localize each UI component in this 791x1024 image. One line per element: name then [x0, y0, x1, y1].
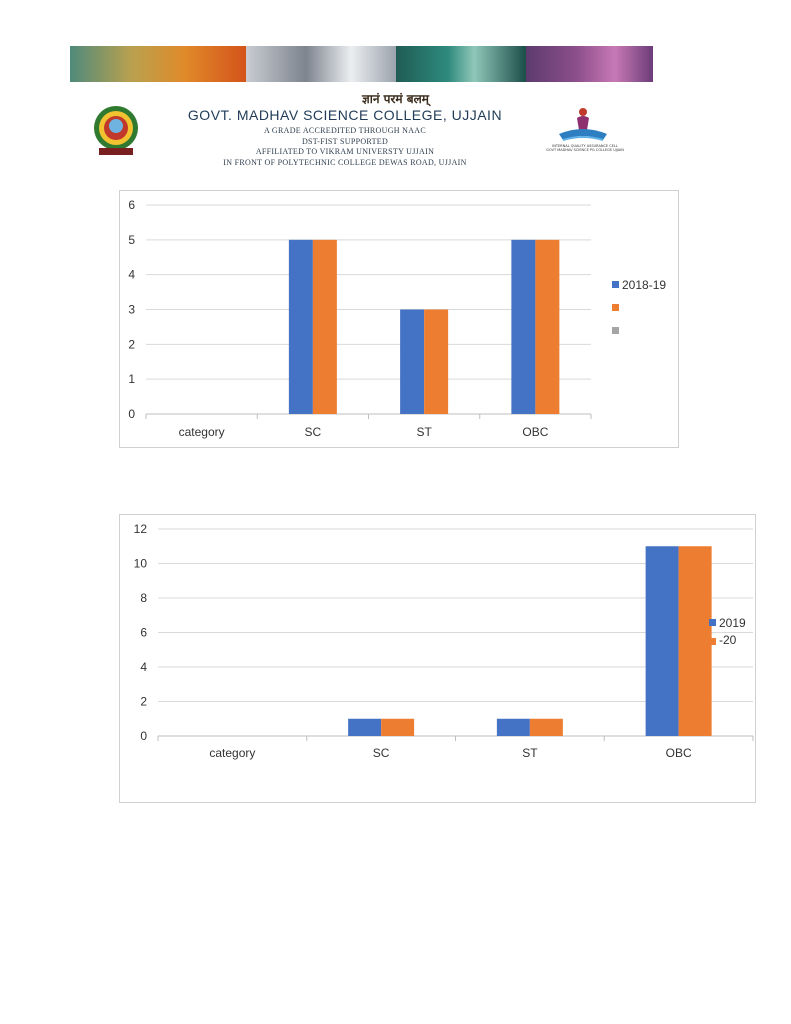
- chart1-ytick-label: 2: [128, 337, 135, 352]
- chart1-category-label: OBC: [522, 425, 549, 439]
- chart2-bar-obc-s1: [646, 546, 679, 736]
- chart2-bar-st-s1: [497, 719, 530, 736]
- chart-2018-19-svg: [120, 191, 678, 447]
- header-banner: [70, 46, 653, 82]
- accreditation-line: A GRADE ACCREDITED THROUGH NAAC: [263, 126, 427, 135]
- chart-2019-20-svg: [120, 515, 755, 802]
- chart2-ytick-label: 2: [140, 694, 147, 709]
- chart1-legend-swatch: [612, 281, 619, 288]
- chart2-ytick-label: 4: [140, 660, 147, 674]
- chart1-bar-obc-s1: [511, 240, 535, 414]
- chart-2018-19: [119, 190, 679, 448]
- address-line: IN FRONT OF POLYTECHNIC COLLEGE DEWAS ROAD, UJJAIN: [223, 158, 467, 167]
- chart-2019-20: [119, 514, 756, 803]
- chart1-category-label: ST: [416, 425, 432, 439]
- chart2-bar-sc-s2: [381, 719, 414, 736]
- chart1-bar-sc-s2: [313, 240, 337, 414]
- banner-panel-robot: [246, 46, 396, 82]
- chart2-category-label: OBC: [665, 746, 692, 760]
- chart1-bar-st-s1: [400, 310, 424, 415]
- chart2-category-label: ST: [522, 746, 538, 760]
- chart1-ytick-label: 0: [128, 407, 135, 421]
- chart2-bar-st-s2: [530, 719, 563, 736]
- iqac-caption: [533, 144, 637, 152]
- iqac-caption-line-1: INTERNAL QUALITY ASSURANCE CELL: [552, 144, 618, 148]
- iqac-caption-line-2: GOVT MADHAV SCIENCE PG COLLEGE UJJAIN: [546, 148, 624, 152]
- chart1-ytick-label: 4: [128, 267, 135, 282]
- chart2-bar-obc-s2: [679, 546, 712, 736]
- college-motto: ज्ञानं परमं बलम्: [362, 92, 429, 106]
- chart2-ytick-label: 12: [133, 522, 147, 536]
- chart2-legend-label: 2019: [719, 616, 746, 630]
- banner-panel-chemistry: [70, 46, 246, 82]
- chart2-bar-sc-s1: [348, 719, 381, 736]
- chart1-ytick-label: 3: [128, 302, 135, 317]
- chart1-category-label: SC: [304, 425, 322, 439]
- affiliation-line: AFFILIATED TO VIKRAM UNIVERSTY UJJAIN: [255, 147, 435, 156]
- chart1-bar-st-s2: [424, 310, 448, 415]
- chart2-ytick-label: 0: [140, 729, 147, 743]
- banner-panel-atoms: [526, 46, 653, 82]
- chart1-legend-swatch: [612, 327, 619, 334]
- college-name: GOVT. MADHAV SCIENCE COLLEGE, UJJAIN: [187, 107, 503, 123]
- chart1-bar-sc-s1: [289, 240, 313, 414]
- chart1-ytick-label: 6: [128, 198, 135, 212]
- chart2-ytick-label: 8: [140, 591, 147, 605]
- chart2-ytick-label: 10: [133, 556, 147, 571]
- chart1-category-label: category: [178, 425, 225, 439]
- chart2-legend-label: -20: [719, 633, 737, 647]
- chart1-ytick-label: 1: [128, 372, 135, 387]
- chart1-legend-swatch: [612, 304, 619, 311]
- chart2-category-label: SC: [372, 746, 390, 760]
- chart1-legend-label: 2018-19: [622, 278, 667, 292]
- chart2-ytick-label: 6: [140, 625, 147, 640]
- chart1-ytick-label: 5: [128, 232, 135, 247]
- chart2-legend-swatch: [709, 619, 716, 626]
- chart2-category-label: category: [209, 746, 256, 760]
- banner-panel-molecule: [396, 46, 526, 82]
- support-line: DST-FIST SUPPORTED: [301, 137, 389, 146]
- chart1-bar-obc-s2: [535, 240, 559, 414]
- chart2-legend-swatch: [709, 638, 716, 645]
